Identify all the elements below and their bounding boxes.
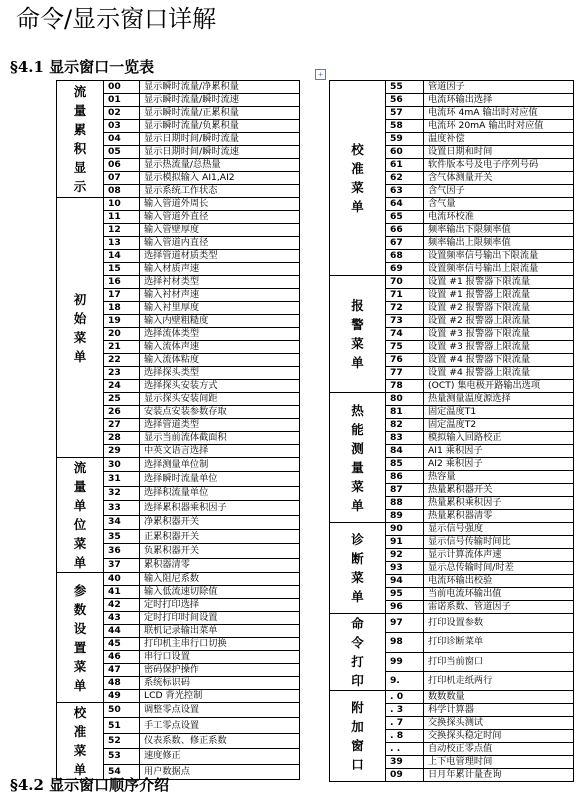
window-description: 显示瞬时流量/负累积量 <box>140 120 300 133</box>
window-code: 35 <box>104 529 140 543</box>
window-description: 显示总传输时间/时差 <box>424 562 574 575</box>
window-code: 12 <box>104 224 140 237</box>
window-description: 含气量 <box>424 198 574 211</box>
window-description: 选择积流量单位 <box>140 486 300 500</box>
window-code: 45 <box>104 638 140 651</box>
window-code: 67 <box>386 237 424 250</box>
window-code: 27 <box>104 419 140 432</box>
window-description: 电流环输出校验 <box>424 575 574 588</box>
window-code: 07 <box>104 172 140 185</box>
window-code: 32 <box>104 486 140 500</box>
window-description: 显示当前流体截面积 <box>140 432 300 445</box>
window-code: 84 <box>386 445 424 458</box>
window-description: 设置 #4 报警器下限流量 <box>424 354 574 367</box>
window-description: 速度修正 <box>140 749 300 764</box>
window-description: AI1 乘积因子 <box>424 445 574 458</box>
window-description: 上下电管理时间 <box>424 756 574 769</box>
window-description: 热量测量温度源选择 <box>424 393 574 406</box>
menu-category-label: 校准菜单 <box>330 81 386 276</box>
window-code: . 7 <box>386 717 424 730</box>
window-description: 显示瞬时流量/净累积量 <box>140 81 300 94</box>
window-code: 99 <box>386 652 424 671</box>
window-description: 输入阻尼系数 <box>140 573 300 586</box>
table-row <box>57 458 300 472</box>
page-title: 命令/显示窗口详解 <box>16 5 217 33</box>
window-code: 09 <box>386 769 424 782</box>
window-description: 选择探头安装方式 <box>140 380 300 393</box>
window-code: 49 <box>104 690 140 703</box>
window-code: 00 <box>104 81 140 94</box>
window-description: AI2 乘积因子 <box>424 458 574 471</box>
table-row <box>330 276 574 289</box>
table-row <box>57 573 300 586</box>
window-description: 打印当前窗口 <box>424 652 574 671</box>
window-description: 交换探头稳定时间 <box>424 730 574 743</box>
table-move-handle-icon[interactable]: + <box>315 69 326 80</box>
window-code: 25 <box>104 393 140 406</box>
window-description: 交换探头测试 <box>424 717 574 730</box>
window-description: 选择管道材质类型 <box>140 250 300 263</box>
window-code: 95 <box>386 588 424 601</box>
window-code: 11 <box>104 211 140 224</box>
window-description: 用户数据点 <box>140 764 300 779</box>
window-description: 选择瞬时流量单位 <box>140 472 300 486</box>
window-description: 输入内壁粗糙度 <box>140 315 300 328</box>
window-description: 显示日期时间/瞬时流速 <box>140 146 300 159</box>
window-code: 50 <box>104 703 140 718</box>
window-description: 选择衬材类型 <box>140 276 300 289</box>
window-description: 雷诺系数、管道因子 <box>424 601 574 614</box>
window-code: 24 <box>104 380 140 393</box>
menu-category-label: 初始菜单 <box>57 198 104 458</box>
window-code: 18 <box>104 302 140 315</box>
window-description: 输入管道外周长 <box>140 198 300 211</box>
window-code: 04 <box>104 133 140 146</box>
table-row <box>57 198 300 211</box>
window-code: 77 <box>386 367 424 380</box>
window-code: 48 <box>104 677 140 690</box>
window-description: 选择流体类型 <box>140 328 300 341</box>
window-code: . 3 <box>386 704 424 717</box>
window-description: 软件版本号及电子序列号码 <box>424 159 574 172</box>
window-code: 66 <box>386 224 424 237</box>
window-code: 72 <box>386 302 424 315</box>
menu-category-label: 校准菜单 <box>57 703 104 780</box>
window-code: 74 <box>386 328 424 341</box>
window-code: . . <box>386 743 424 756</box>
window-description: 电流环输出选择 <box>424 94 574 107</box>
window-code: 37 <box>104 558 140 572</box>
window-code: 14 <box>104 250 140 263</box>
window-code: 06 <box>104 159 140 172</box>
window-description: 仪表系数、修正系数 <box>140 733 300 748</box>
window-description: 输入管道内直径 <box>140 237 300 250</box>
menu-category-label: 热能测量菜单 <box>330 393 386 523</box>
window-code: 33 <box>104 501 140 515</box>
window-code: . 0 <box>386 691 424 704</box>
window-code: 16 <box>104 276 140 289</box>
window-description: 安装点安装参数存取 <box>140 406 300 419</box>
window-code: 47 <box>104 664 140 677</box>
window-code: 86 <box>386 471 424 484</box>
window-code: 65 <box>386 211 424 224</box>
window-description: 电流环 20mA 输出时对应值 <box>424 120 574 133</box>
window-description: 输入材质声速 <box>140 263 300 276</box>
menu-category-label: 参数设置菜单 <box>57 573 104 703</box>
window-description: 当前电流环输出值 <box>424 588 574 601</box>
window-code: 39 <box>386 756 424 769</box>
window-description: 调整零点设置 <box>140 703 300 718</box>
window-description: 选择累积器乘积因子 <box>140 501 300 515</box>
window-description: 定时打印时间设置 <box>140 612 300 625</box>
window-description: 含气因子 <box>424 185 574 198</box>
window-description: 设置 #3 报警器上限流量 <box>424 341 574 354</box>
section-heading-sequence: §4.2 显示窗口顺序介绍 <box>10 776 170 794</box>
table-row <box>330 614 574 633</box>
window-code: 15 <box>104 263 140 276</box>
window-description: 设置频率信号输出上限流量 <box>424 263 574 276</box>
window-code: 57 <box>386 107 424 120</box>
window-description: 显示日期时间/瞬时流量 <box>140 133 300 146</box>
menu-category-label: 报警菜单 <box>330 276 386 393</box>
window-code: 68 <box>386 250 424 263</box>
window-description: 正累积器开关 <box>140 529 300 543</box>
window-description: 输入低流速切除值 <box>140 586 300 599</box>
window-description: 热量累积乘积因子 <box>424 497 574 510</box>
table-row <box>57 703 300 718</box>
window-code: 20 <box>104 328 140 341</box>
window-description: 设置日期和时间 <box>424 146 574 159</box>
window-description: 频率输出下限频率值 <box>424 224 574 237</box>
window-code: 51 <box>104 718 140 733</box>
window-code: 42 <box>104 599 140 612</box>
window-code: 40 <box>104 573 140 586</box>
window-code: . 8 <box>386 730 424 743</box>
window-code: 92 <box>386 549 424 562</box>
window-code: 56 <box>386 94 424 107</box>
window-description: 输入流体声速 <box>140 341 300 354</box>
window-description: 打印设置参数 <box>424 614 574 633</box>
window-description: 显示信号强度 <box>424 523 574 536</box>
window-description: 管道因子 <box>424 81 574 94</box>
window-code: 59 <box>386 133 424 146</box>
window-description: 设置频率信号输出下限流量 <box>424 250 574 263</box>
window-description: 设置 #2 报警器下限流量 <box>424 302 574 315</box>
window-description: 手工零点设置 <box>140 718 300 733</box>
window-code: 58 <box>386 120 424 133</box>
window-code: 90 <box>386 523 424 536</box>
window-list-table-left <box>56 80 300 780</box>
window-code: 93 <box>386 562 424 575</box>
window-code: 81 <box>386 406 424 419</box>
window-code: 94 <box>386 575 424 588</box>
window-description: 数数数量 <box>424 691 574 704</box>
window-description: 设置 #1 报警器下限流量 <box>424 276 574 289</box>
window-code: 97 <box>386 614 424 633</box>
table-row <box>330 523 574 536</box>
window-description: 热量累积器开关 <box>424 484 574 497</box>
window-code: 28 <box>104 432 140 445</box>
menu-category-label: 流量累积显示 <box>57 81 104 198</box>
table-row <box>330 393 574 406</box>
window-description: 显示热流量/总热量 <box>140 159 300 172</box>
window-code: 26 <box>104 406 140 419</box>
window-code: 60 <box>386 146 424 159</box>
window-code: 78 <box>386 380 424 393</box>
window-code: 62 <box>386 172 424 185</box>
window-code: 75 <box>386 341 424 354</box>
window-description: 打印机走纸两行 <box>424 671 574 690</box>
window-code: 29 <box>104 445 140 458</box>
window-description: 中英文语言选择 <box>140 445 300 458</box>
window-description: 显示模拟输入 AI1,AI2 <box>140 172 300 185</box>
table-row <box>57 81 300 94</box>
window-description: 自动校正零点值 <box>424 743 574 756</box>
window-description: 显示探头安装间距 <box>140 393 300 406</box>
window-code: 64 <box>386 198 424 211</box>
window-description: 选择测量单位制 <box>140 458 300 472</box>
window-description: 模拟输入回路校正 <box>424 432 574 445</box>
window-description: 净累积器开关 <box>140 515 300 529</box>
window-description: 定时打印选择 <box>140 599 300 612</box>
window-description: 输入管道外直径 <box>140 211 300 224</box>
window-code: 43 <box>104 612 140 625</box>
window-code: 21 <box>104 341 140 354</box>
window-description: 含气体测量开关 <box>424 172 574 185</box>
window-code: 9. <box>386 671 424 690</box>
window-code: 41 <box>104 586 140 599</box>
section-heading-overview: §4.1 显示窗口一览表 <box>10 58 155 76</box>
window-description: 显示信号传输时间比 <box>424 536 574 549</box>
window-code: 63 <box>386 185 424 198</box>
window-code: 83 <box>386 432 424 445</box>
window-description: 输入流体粘度 <box>140 354 300 367</box>
window-code: 55 <box>386 81 424 94</box>
menu-category-label: 流量单位菜单 <box>57 458 104 573</box>
window-description: 输入衬里厚度 <box>140 302 300 315</box>
window-code: 02 <box>104 107 140 120</box>
window-description: 打印机主串行口切换 <box>140 638 300 651</box>
window-code: 08 <box>104 185 140 198</box>
window-description: 显示系统工作状态 <box>140 185 300 198</box>
window-code: 88 <box>386 497 424 510</box>
window-description: 选择管道类型 <box>140 419 300 432</box>
window-code: 30 <box>104 458 140 472</box>
window-description: 热量累积器清零 <box>424 510 574 523</box>
window-code: 54 <box>104 764 140 779</box>
window-description: 设置 #1 报警器上限流量 <box>424 289 574 302</box>
window-description: 设置 #4 报警器上限流量 <box>424 367 574 380</box>
window-code: 96 <box>386 601 424 614</box>
window-code: 76 <box>386 354 424 367</box>
window-description: 联机记录输出菜单 <box>140 625 300 638</box>
window-description: 电流环 4mA 输出时对应值 <box>424 107 574 120</box>
window-code: 22 <box>104 354 140 367</box>
window-description: 日月年累计量查询 <box>424 769 574 782</box>
window-description: 输入管壁厚度 <box>140 224 300 237</box>
window-code: 03 <box>104 120 140 133</box>
window-list-table-right <box>329 80 574 782</box>
window-description: LCD 背光控制 <box>140 690 300 703</box>
window-description: 科学计算器 <box>424 704 574 717</box>
window-description: 打印诊断菜单 <box>424 633 574 652</box>
window-code: 23 <box>104 367 140 380</box>
window-description: 显示瞬时流量/瞬时流速 <box>140 94 300 107</box>
window-code: 34 <box>104 515 140 529</box>
window-description: 输入衬材声速 <box>140 289 300 302</box>
window-code: 98 <box>386 633 424 652</box>
window-description: 累积器清零 <box>140 558 300 572</box>
window-description: 设置 #2 报警器上限流量 <box>424 315 574 328</box>
window-code: 01 <box>104 94 140 107</box>
window-code: 52 <box>104 733 140 748</box>
window-description: 选择探头类型 <box>140 367 300 380</box>
window-code: 82 <box>386 419 424 432</box>
window-code: 13 <box>104 237 140 250</box>
window-code: 61 <box>386 159 424 172</box>
window-code: 19 <box>104 315 140 328</box>
window-code: 89 <box>386 510 424 523</box>
window-code: 46 <box>104 651 140 664</box>
window-description: 密码保护操作 <box>140 664 300 677</box>
window-description: 显示计算流体声速 <box>424 549 574 562</box>
window-code: 71 <box>386 289 424 302</box>
window-description: 固定温度T1 <box>424 406 574 419</box>
window-code: 70 <box>386 276 424 289</box>
window-description: 温度补偿 <box>424 133 574 146</box>
table-row <box>330 81 574 94</box>
window-description: 设置 #3 报警器下限流量 <box>424 328 574 341</box>
menu-category-label: 附加窗口 <box>330 691 386 782</box>
window-description: 固定温度T2 <box>424 419 574 432</box>
table-row <box>330 691 574 704</box>
window-description: 电流环校准 <box>424 211 574 224</box>
window-code: 53 <box>104 749 140 764</box>
window-code: 05 <box>104 146 140 159</box>
menu-category-label: 命令打印 <box>330 614 386 691</box>
window-description: 系统标识码 <box>140 677 300 690</box>
window-code: 17 <box>104 289 140 302</box>
window-code: 85 <box>386 458 424 471</box>
window-description: 负累积器开关 <box>140 544 300 558</box>
window-code: 80 <box>386 393 424 406</box>
window-code: 44 <box>104 625 140 638</box>
window-code: 87 <box>386 484 424 497</box>
window-code: 36 <box>104 544 140 558</box>
window-description: 频率输出上限频率值 <box>424 237 574 250</box>
window-code: 10 <box>104 198 140 211</box>
window-code: 31 <box>104 472 140 486</box>
window-description: 串行口设置 <box>140 651 300 664</box>
window-code: 69 <box>386 263 424 276</box>
window-code: 73 <box>386 315 424 328</box>
window-code: 91 <box>386 536 424 549</box>
window-description: 热容量 <box>424 471 574 484</box>
window-description: 显示瞬时流量/正累积量 <box>140 107 300 120</box>
menu-category-label: 诊断菜单 <box>330 523 386 614</box>
window-description: (OCT) 集电极开路输出选项 <box>424 380 574 393</box>
